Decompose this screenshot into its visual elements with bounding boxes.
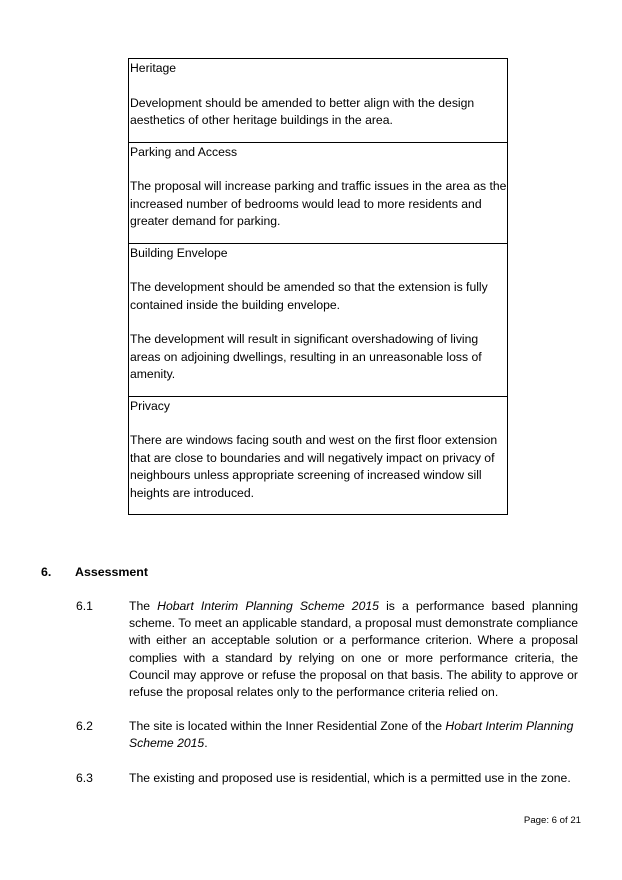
section-heading bbox=[41, 564, 441, 580]
representation-paragraph: There are windows facing south and west on the first floor extension that are close to boundaries and will negatively impact on privacy of neighbours unless appropriate screening of increased window sill heights are introduced. bbox=[130, 433, 498, 500]
item-text: The Hobart Interim Planning Scheme 2015 is a performance based planning scheme. To meet an applicable standard, a proposal must demonstrate compliance with either an acceptable solution or a performance criterion. Where a proposal complies with a standard by relying on one or more performance criteria, the Council may approve or refuse the proposal on that basis. The ability to approve or refuse the proposal relates only to the performance criteria relied on. bbox=[129, 599, 578, 700]
page-number: Page: 6 of 21 bbox=[523, 815, 581, 826]
representation-paragraph: The development should be amended so that the extension is fully contained inside the building envelope. bbox=[130, 280, 488, 312]
assessment-item bbox=[76, 598, 578, 701]
item-number: 6.3 bbox=[76, 771, 93, 785]
representation-heading: Parking and Access bbox=[130, 144, 238, 159]
representation-building-envelope bbox=[129, 243, 507, 396]
representation-parking bbox=[129, 142, 507, 243]
section-title: Assessment bbox=[75, 565, 149, 579]
section-number: 6. bbox=[41, 565, 52, 579]
representation-paragraph: The proposal will increase parking and traffic issues in the area as the increased number of bedrooms would lead to more residents and greater demand for parking. bbox=[130, 179, 507, 228]
item-text: The existing and proposed use is residential, which is a permitted use in the zone. bbox=[129, 771, 571, 785]
representations-table bbox=[128, 58, 508, 515]
scheme-name: Hobart Interim Planning Scheme 2015 bbox=[129, 719, 574, 751]
representation-heading: Building Envelope bbox=[130, 245, 228, 260]
scheme-name: Hobart Interim Planning Scheme 2015 bbox=[157, 599, 379, 613]
assessment-item bbox=[76, 770, 578, 787]
representation-paragraph: The development will result in significant overshadowing of living areas on adjoining dwellings, resulting in an unreasonable loss of amenity. bbox=[130, 332, 482, 381]
representation-paragraph: Development should be amended to better align with the design aesthetics of other heritage buildings in the area. bbox=[130, 95, 475, 127]
item-text: The site is located within the Inner Residential Zone of the Hobart Interim Planning Scheme 2015. bbox=[129, 719, 574, 751]
representation-heritage bbox=[129, 59, 507, 142]
assessment-item bbox=[76, 718, 578, 752]
representation-privacy bbox=[129, 396, 507, 515]
item-number: 6.2 bbox=[76, 719, 93, 733]
item-number: 6.1 bbox=[76, 599, 93, 613]
representation-heading: Privacy bbox=[130, 398, 170, 413]
representation-heading: Heritage bbox=[130, 61, 177, 75]
